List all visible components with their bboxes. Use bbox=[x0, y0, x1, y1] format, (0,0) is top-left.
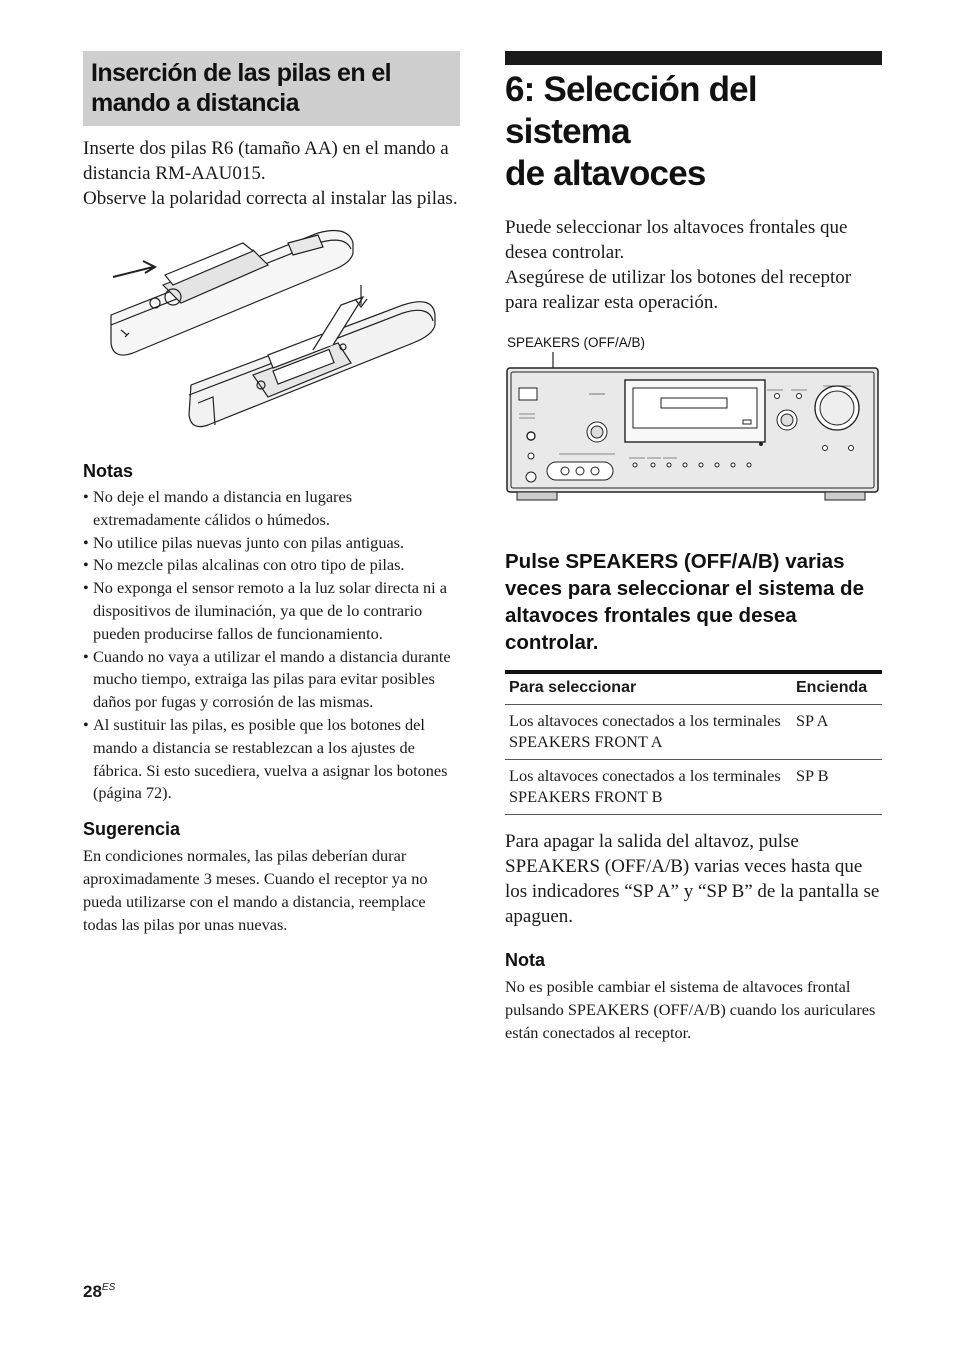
table-header-row bbox=[505, 672, 882, 705]
page-number-value: 28 bbox=[83, 1282, 102, 1301]
cell-select: Los altavoces conectados a los terminales SPEAKERS FRONT B bbox=[505, 760, 792, 815]
notes-title: Notas bbox=[83, 461, 134, 481]
battery-intro bbox=[83, 136, 460, 211]
cell-light: SP A bbox=[792, 705, 882, 760]
speaker-selection-table bbox=[505, 670, 882, 815]
section-header-line2: mando a distancia bbox=[91, 89, 299, 117]
battery-intro-p1: Inserte dos pilas R6 (tamaño AA) en el mando a distancia RM-AAU015. bbox=[83, 138, 449, 184]
nota-text: No es posible cambiar el sistema de altavoces frontal pulsando SPEAKERS (OFF/A/B) cuando los auriculares están conectados al receptor. bbox=[505, 977, 876, 1042]
right-column bbox=[505, 51, 882, 1044]
nota-title: Nota bbox=[505, 950, 545, 970]
step-instruction: Pulse SPEAKERS (OFF/A/B) varias veces para seleccionar el sistema de altavoces frontales que desea controlar. bbox=[505, 550, 864, 654]
cell-select: Los altavoces conectados a los terminales SPEAKERS FRONT A bbox=[505, 705, 792, 760]
speaker-intro-p2: Asegúrese de utilizar los botones del receptor para realizar esta operación. bbox=[505, 267, 852, 313]
section-header bbox=[83, 51, 460, 126]
note-item: • No mezcle pilas alcalinas con otro tipo de pilas. bbox=[83, 554, 460, 577]
col-header-light: Encienda bbox=[792, 672, 882, 705]
table-row bbox=[505, 760, 882, 815]
receiver-front-panel-illustration bbox=[505, 350, 882, 508]
notes-list bbox=[83, 486, 460, 805]
table-row bbox=[505, 705, 882, 760]
remote-battery-illustration bbox=[103, 225, 443, 430]
speakers-button-label: SPEAKERS (OFF/A/B) bbox=[507, 335, 646, 350]
note-item: • Al sustituir las pilas, es posible que los botones del mando a distancia se restablezcan a los ajustes de fábrica. Si esto sucediera, vuelva a asignar los botones (página 72). bbox=[83, 714, 460, 805]
page-number bbox=[83, 1282, 115, 1302]
speaker-intro-p1: Puede seleccionar los altavoces frontales que desea controlar. bbox=[505, 217, 848, 263]
note-item: • No utilice pilas nuevas junto con pilas antiguas. bbox=[83, 532, 460, 555]
tip-title: Sugerencia bbox=[83, 819, 181, 840]
left-column bbox=[83, 51, 460, 936]
page-title bbox=[505, 69, 882, 195]
speaker-off-text: Para apagar la salida del altavoz, pulse SPEAKERS (OFF/A/B) varias veces hasta que los indicadores “SP A” y “SP B” de la pantalla se apaguen. bbox=[505, 831, 880, 927]
tip-text: En condiciones normales, las pilas deberían durar aproximadamente 3 meses. Cuando el receptor ya no pueda utilizarse con el mando a distancia, reemplace todas las pilas por unas nuevas. bbox=[83, 846, 428, 935]
note-item: • Cuando no vaya a utilizar el mando a distancia durante mucho tiempo, extraiga las pilas para evitar posibles daños por fugas y corrosión de las mismas. bbox=[83, 646, 460, 714]
speaker-intro bbox=[505, 215, 882, 315]
note-item: • No deje el mando a distancia en lugares extremadamente cálidos o húmedos. bbox=[83, 486, 460, 532]
battery-intro-p2: Observe la polaridad correcta al instalar las pilas. bbox=[83, 188, 458, 209]
col-header-select: Para seleccionar bbox=[505, 672, 792, 705]
page-lang-code: ES bbox=[101, 1282, 116, 1293]
section-header-line1: Inserción de las pilas en el bbox=[91, 59, 391, 87]
page-title-line2: de altavoces bbox=[505, 154, 706, 193]
cell-light: SP B bbox=[792, 760, 882, 815]
note-item: • No exponga el sensor remoto a la luz solar directa ni a dispositivos de iluminación, ya que de lo contrario pueden producirse fallos de funcionamiento. bbox=[83, 577, 460, 645]
title-rule bbox=[505, 51, 882, 65]
page-title-line1: 6: Selección del sistema bbox=[505, 70, 757, 151]
